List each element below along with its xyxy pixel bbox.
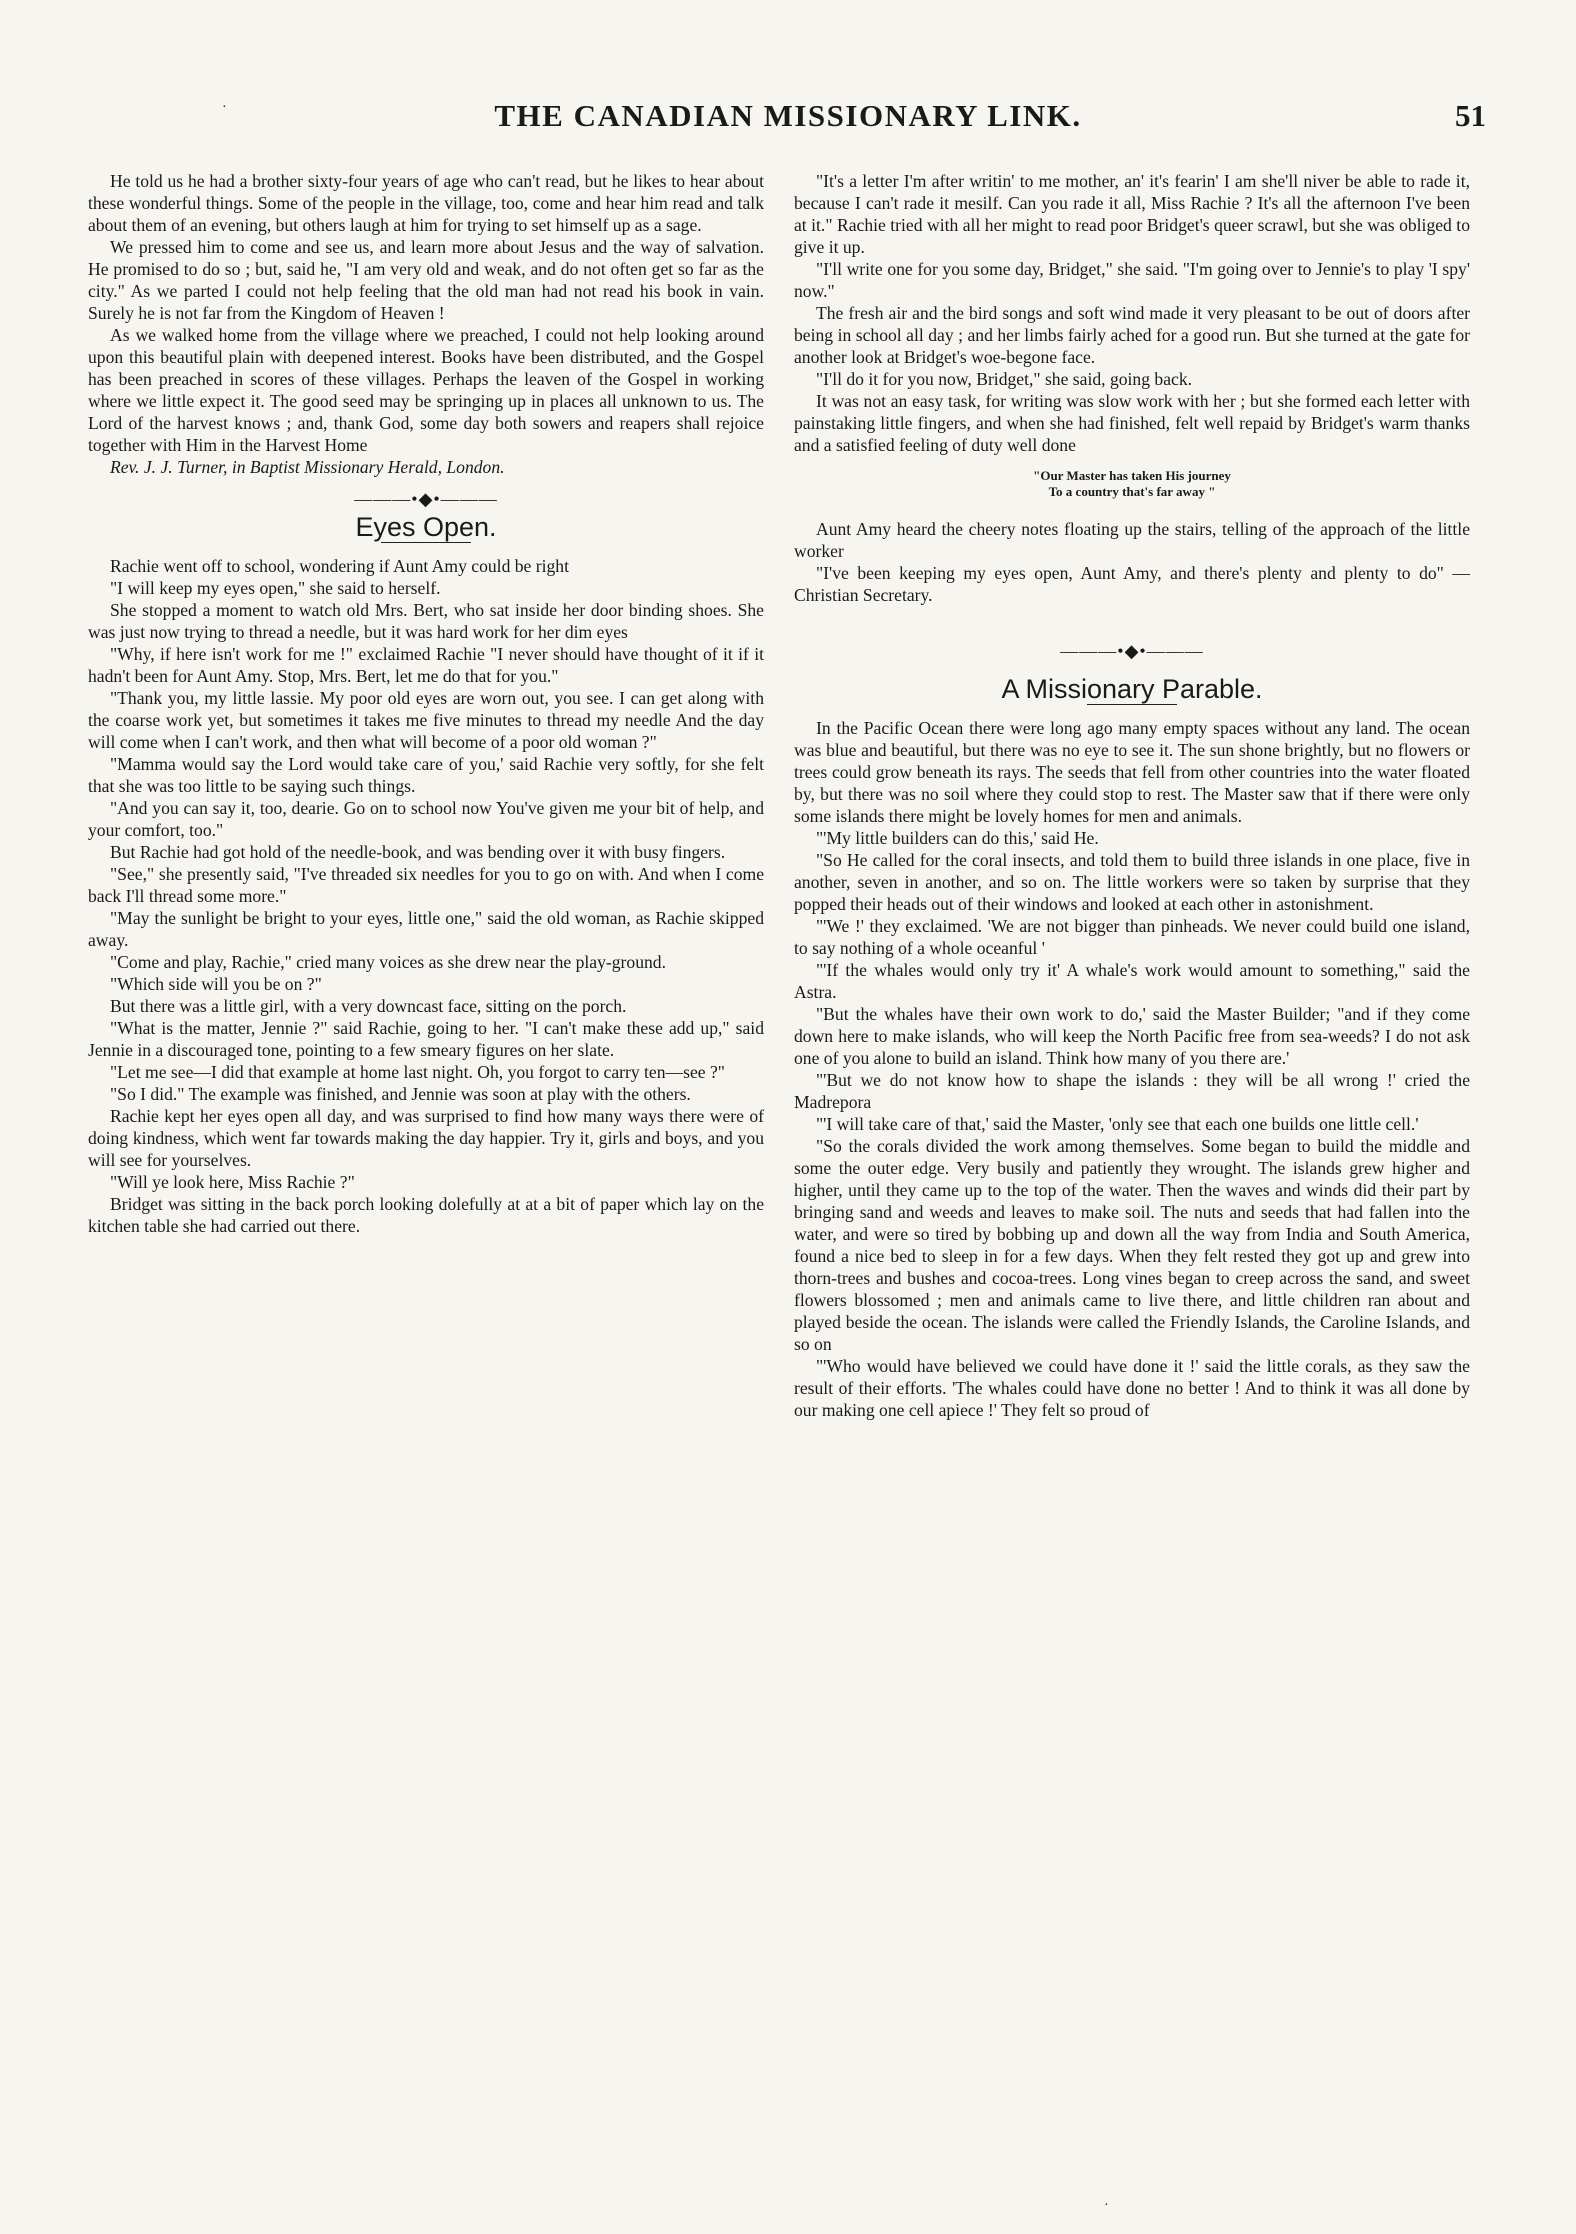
section-title-missionary-parable: A Missionary Parable. xyxy=(1001,674,1263,704)
section-title-eyes-open: Eyes Open. xyxy=(355,512,497,542)
paragraph: But there was a little girl, with a very downcast face, sitting on the porch. xyxy=(110,996,627,1016)
paragraph: "So I did." The example was finished, and Jennie was soon at play with the others. xyxy=(110,1084,691,1104)
paragraph: "May the sunlight be bright to your eyes, little one," said the old woman, as Rachie skipped away. xyxy=(88,908,764,950)
paragraph: "So the corals divided the work among themselves. Some began to build the middle and some the outer edge. Very busily and patiently they wrought. The islands grew higher and higher, until they came up to the top of the water. Then the waves and winds did their part by bringing sand and weeds and leaves to make soil. The nuts and seeds that had fallen into the water, and were so tired by bobbing up and down all the way from India and South America, found a nice bed to sleep in for a few days. When they felt rested they got up and grew into thorn-trees and bushes and cocoa-trees. Long vines began to creep across the sand, and sweet flowers blossomed ; men and animals came to live there, and little children ran about and played beside the ocean. The islands were called the Friendly Islands, the Caroline Islands, and so on xyxy=(794,1136,1470,1354)
poem-line: "Our Master has taken His journey xyxy=(1033,468,1231,483)
paragraph: "I'll write one for you some day, Bridget," she said. "I'm going over to Jennie's to play 'I spy' now." xyxy=(794,259,1470,301)
left-column xyxy=(88,170,764,1237)
paragraph: "It's a letter I'm after writin' to me mother, an' it's fearin' I am she'll niver be able to rade it, because I can't rade it mesilf. Can you rade it all, Miss Rachie ? It's all the afternoon I've been at it." Rachie tried with all her might to read poor Bridget's queer scrawl, but she was obliged to give it up. xyxy=(794,171,1470,257)
title-rule xyxy=(381,542,471,543)
paragraph: Aunt Amy heard the cheery notes floating up the stairs, telling of the approach of the little worker xyxy=(794,519,1470,561)
paragraph: "'If the whales would only try it' A whale's work would amount to something," said the Astra. xyxy=(794,960,1470,1002)
paragraph: "I'll do it for you now, Bridget," she said, going back. xyxy=(816,369,1193,389)
paragraph: "'My little builders can do this,' said He. xyxy=(816,828,1099,848)
paragraph: He told us he had a brother sixty-four years of age who can't read, but he likes to hear about these wonderful things. Some of the people in the village, too, come and hear him read and talk about them of an evening, but others laugh at him for trying to set himself up as a sage. xyxy=(88,171,764,235)
paragraph: In the Pacific Ocean there were long ago many empty spaces without any land. The ocean was blue and beautiful, but there was no eye to see it. The sun shone brightly, but no flowers or trees could grow beneath its rays. The seeds that fell from other countries into the water floated by, but there was no soil where they could stop to rest. The Master saw that if there were only some islands there might be lovely homes for men and animals. xyxy=(794,718,1470,826)
paragraph: "Which side will you be on ?" xyxy=(110,974,322,994)
speck: · xyxy=(1104,2198,1109,2213)
section-ornament: ———•◆•——— xyxy=(1060,641,1204,661)
poem-quote xyxy=(794,468,1470,500)
title-rule xyxy=(1087,704,1177,705)
paragraph: But Rachie had got hold of the needle-book, and was bending over it with busy fingers. xyxy=(110,842,726,862)
paragraph: "Mamma would say the Lord would take care of you,' said Rachie very softly, for she felt that she was too little to be saying such things. xyxy=(88,754,764,796)
paragraph: "So He called for the coral insects, and told them to build three islands in one place, five in another, seven in another, and so on. The little workers were so taken by surprise that they popped their heads out of their windows and looked at each other in astonishment. xyxy=(794,850,1470,914)
publication-title: THE CANADIAN MISSIONARY LINK. xyxy=(494,98,1082,133)
paragraph: Bridget was sitting in the back porch looking dolefully at at a bit of paper which lay on the kitchen table she had carried out there. xyxy=(88,1194,764,1236)
paragraph: "See," she presently said, "I've threaded six needles for you to go on with. And when I come back I'll thread some more." xyxy=(88,864,764,906)
paragraph: "Come and play, Rachie," cried many voices as she drew near the play-ground. xyxy=(110,952,666,972)
paragraph: Rachie kept her eyes open all day, and was surprised to find how many ways there were of doing kindness, which went far towards making the day happier. Try it, girls and boys, and you will see for yourselves. xyxy=(88,1106,764,1170)
poem-line: To a country that's far away " xyxy=(1048,484,1216,499)
paragraph: "What is the matter, Jennie ?" said Rachie, going to her. "I can't make these add up," said Jennie in a discouraged tone, pointing to a few smeary figures on her slate. xyxy=(88,1018,764,1060)
paragraph: We pressed him to come and see us, and learn more about Jesus and the way of salvation. He promised to do so ; but, said he, "I am very old and weak, and do not often get so far as the city." As we parted I could not help feeling that the old man had not read his book in vain. Surely he is not far from the Kingdom of Heaven ! xyxy=(88,237,764,323)
paragraph: The fresh air and the bird songs and soft wind made it very pleasant to be out of doors after being in school all day ; and her limbs fairly ached for a good run. But she turned at the gate for another look at Bridget's woe-begone face. xyxy=(794,303,1470,367)
paragraph: She stopped a moment to watch old Mrs. Bert, who sat inside her door binding shoes. She was just now trying to thread a needle, but it was hard work for her dim eyes xyxy=(88,600,764,642)
paragraph: It was not an easy task, for writing was slow work with her ; but she formed each letter with painstaking little fingers, and when she had finished, felt well repaid by Bridget's warm thanks and a satisfied feeling of duty well done xyxy=(794,391,1470,455)
paragraph: "Thank you, my little lassie. My poor old eyes are worn out, you see. I can get along with the coarse work yet, but sometimes it takes me five minutes to thread my needle And the day will come when I can't work, and then what will become of a poor old woman ?" xyxy=(88,688,764,752)
paragraph: "Let me see—I did that example at home last night. Oh, you forgot to carry ten—see ?" xyxy=(110,1062,725,1082)
paragraph: "But the whales have their own work to do,' said the Master Builder; "and if they come down here to make islands, who will keep the North Pacific free from sea-weeds? I do not ask one of you alone to build an island. Think how many of you there are.' xyxy=(794,1004,1470,1068)
right-column xyxy=(794,170,1470,1421)
paragraph: "'But we do not know how to shape the islands : they will be all wrong !' cried the Madrepora xyxy=(794,1070,1470,1112)
paragraph: "Will ye look here, Miss Rachie ?" xyxy=(110,1172,355,1192)
paragraph: "'I will take care of that,' said the Master, 'only see that each one builds one little cell.' xyxy=(816,1114,1419,1134)
speck: · xyxy=(222,100,227,115)
paragraph: Rachie went off to school, wondering if Aunt Amy could be right xyxy=(110,556,569,576)
paragraph: "I will keep my eyes open," she said to herself. xyxy=(110,578,441,598)
running-header xyxy=(90,98,1486,144)
paragraph: As we walked home from the village where we preached, I could not help looking around upon this beautiful plain with deepened interest. Books have been distributed, and the Gospel has been preached in scores of these villages. Perhaps the leaven of the Gospel in working where we little expect it. The good seed may be springing up in places all unknown to us. The Lord of the harvest knows ; and, thank God, some day both sowers and reapers shall rejoice together with Him in the Harvest Home xyxy=(88,325,764,455)
paragraph: "Why, if here isn't work for me !" exclaimed Rachie "I never should have thought of it if it hadn't been for Aunt Amy. Stop, Mrs. Bert, let me do that for you." xyxy=(88,644,764,686)
page-number: 51 xyxy=(1455,98,1486,133)
paragraph: "'We !' they exclaimed. 'We are not bigger than pinheads. We never could build one island, to say nothing of a whole oceanful ' xyxy=(794,916,1470,958)
section-ornament: ———•◆•——— xyxy=(354,489,498,509)
paragraph: "'Who would have believed we could have done it !' said the little corals, as they saw the result of their efforts. 'The whales could have done no better ! And to think it was all done by our making one cell apiece !' They felt so proud of xyxy=(794,1356,1470,1420)
byline: Rev. J. J. Turner, in Baptist Missionary Herald, London. xyxy=(110,457,505,477)
paragraph: "And you can say it, too, dearie. Go on to school now You've given me your bit of help, and your comfort, too." xyxy=(88,798,764,840)
paragraph: "I've been keeping my eyes open, Aunt Amy, and there's plenty and plenty to do" —Christian Secretary. xyxy=(794,563,1470,605)
